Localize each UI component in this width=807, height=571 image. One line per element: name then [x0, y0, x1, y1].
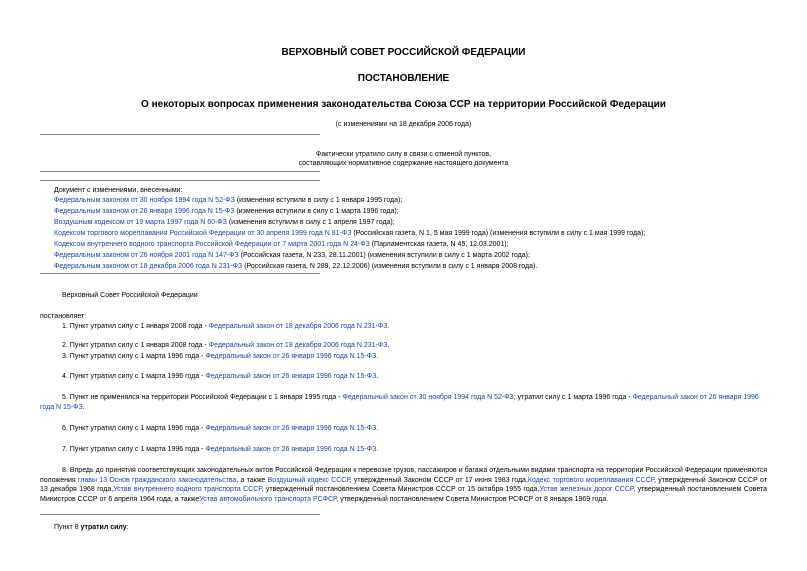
paragraph-1: 1. Пункт утратил силу с 1 января 2008 года - Федеральный закон от 18 декабря 2006 года N 231-ФЗ.: [62, 323, 390, 330]
change-item: Кодексом внутреннего водного транспорта Российской Федерации от 7 марта 2001 года N 24-ФЗ (Парламентская газета, N 45, 12.03.2001);: [54, 241, 509, 248]
code-link[interactable]: Устав автомобильного транспорта РСФСР: [199, 495, 337, 503]
change-link[interactable]: Кодексом торгового мореплавания Российской Федерации от 30 апреля 1999 года N 81-ФЗ: [54, 230, 352, 237]
decrees-label: постановляет:: [40, 313, 87, 320]
code-link[interactable]: Устав внутреннего водного транспорта СССР: [113, 486, 262, 493]
change-link[interactable]: Федеральным законом от 26 января 1996 года N 15-ФЗ: [54, 208, 235, 215]
divider: [40, 134, 320, 135]
paragraph-2: 2. Пункт утратил силу с 1 января 2008 года - Федеральный закон от 18 декабря 2006 года N 231-ФЗ.: [62, 342, 390, 349]
change-item: Федеральным законом от 30 ноября 1994 года N 52-ФЗ (изменения вступили в силу с 1 января 1995 года);: [54, 197, 403, 204]
law-link[interactable]: Федеральный закон от 30 ноября 1994 года N 52-ФЗ: [342, 394, 514, 401]
status-line-2: составляющих нормативное содержание настоящего документа: [298, 160, 509, 167]
code-link[interactable]: главы 13 Основ гражданского законодательства: [77, 476, 237, 484]
doc-type-heading: ПОСТАНОВЛЕНИЕ: [357, 73, 450, 84]
code-link[interactable]: Устав железных дорог СССР: [539, 486, 634, 493]
divider: [40, 171, 320, 172]
changes-intro: Документ с изменениями, внесенными:: [54, 187, 183, 194]
change-link[interactable]: Федеральным законом от 18 декабря 2006 года N 231-ФЗ: [54, 263, 243, 270]
law-link[interactable]: Федеральный закон от 26 января 1996 года N 15-ФЗ: [205, 425, 377, 432]
status-line-1: Фактически утратило силу в связи с отменой пунктов,: [315, 151, 492, 158]
paragraph-5: 5. Пункт не применялся на территории Российской Федерации с 1 января 1995 года - Федеральный закон от 30 ноября 1994 года N 52-ФЗ; утратил силу с 1 марта 1996 года - Федеральный закон от 26 января 1996 года N 15-ФЗ.: [40, 394, 759, 411]
council-name: Верховный Совет Российской Федерации: [62, 292, 198, 299]
amendment-note: (с изменениями на 18 декабря 2006 года): [335, 121, 472, 128]
law-link[interactable]: Федеральный закон от 26 января 1996 года N 15-ФЗ: [205, 373, 377, 380]
divider: [40, 514, 320, 515]
law-link[interactable]: Федеральный закон от 18 декабря 2006 года N 231-ФЗ: [208, 323, 388, 330]
change-item: Кодексом торгового мореплавания Российской Федерации от 30 апреля 1999 года N 81-ФЗ (Российская газета, N 1, 5 мая 1999 года) (изменения вступили в силу с 1 мая 1999 года);: [54, 230, 646, 237]
change-link[interactable]: Воздушным кодексом от 19 марта 1997 года N 60-ФЗ: [54, 219, 227, 226]
code-link[interactable]: Воздушный кодекс СССР: [267, 476, 350, 484]
change-item: Воздушным кодексом от 19 марта 1997 года N 60-ФЗ (изменения вступили в силу с 1 апреля 1997 года);: [54, 219, 395, 226]
divider: [40, 180, 320, 181]
org-heading: ВЕРХОВНЫЙ СОВЕТ РОССИЙСКОЙ ФЕДЕРАЦИИ: [281, 47, 526, 58]
law-link[interactable]: Федеральный закон от 26 января 1996 года N 15-ФЗ: [40, 394, 759, 411]
document-title: О некоторых вопросах применения законодательства Союза ССР на территории Российской Федерации: [141, 99, 666, 110]
law-link[interactable]: Федеральный закон от 18 декабря 2006 года N 231-ФЗ: [208, 342, 388, 349]
paragraph-8: 8. Впредь до принятия соответствующих законодательных актов Российской Федерации к перевозке грузов, пассажиров и багажа отдельными видами транспорта на территории Российской Федерации применяются положения главы 13 Основ гражданского законодательства, а также Воздушный кодекс СССР, утвержденный Законом СССР от 17 июня 1983 года,Кодекс торгового мореплавания СССР, утвержденный Законом СССР от 13 декабря 1968 года,Устав внутреннего водного транспорта СССР, утвержденный постановлением Совета Министров СССР от 15 октября 1955 года,Устав железных дорог СССР, утвержденный постановлением Совета Министров СССР от 6 апреля 1964 года, а такжеУстав автомобильного транспорта РСФСР, утвержденный постановлением Совета Министров РСФСР от 8 января 1969 года.: [40, 467, 767, 503]
change-item: Федеральным законом от 26 января 1996 года N 15-ФЗ (изменения вступили в силу с 1 марта 1996 года);: [54, 208, 399, 215]
paragraph-4: 4. Пункт утратил силу с 1 марта 1996 года - Федеральный закон от 26 января 1996 года N 15-ФЗ.: [62, 373, 379, 380]
change-link[interactable]: Федеральным законом от 26 ноября 2001 года N 147-ФЗ: [54, 252, 239, 259]
code-link[interactable]: Кодекс торгового мореплавания СССР: [527, 476, 655, 484]
law-link[interactable]: Федеральный закон от 26 января 1996 года N 15-ФЗ: [205, 446, 377, 453]
paragraph-6: 6. Пункт утратил силу с 1 марта 1996 года - Федеральный закон от 26 января 1996 года N 15-ФЗ.: [62, 425, 379, 432]
change-link[interactable]: Федеральным законом от 30 ноября 1994 года N 52-ФЗ: [54, 197, 235, 204]
paragraph-7: 7. Пункт утратил силу с 1 марта 1996 года - Федеральный закон от 26 января 1996 года N 15-ФЗ.: [62, 446, 379, 453]
divider: [40, 273, 320, 274]
paragraph-3: 3. Пункт утратил силу с 1 марта 1996 года - Федеральный закон от 26 января 1996 года N 15-ФЗ.: [62, 353, 379, 360]
change-item: Федеральным законом от 18 декабря 2006 года N 231-ФЗ (Российская газета, N 289, 22.12.2006) (изменения вступили в силу с 1 января 2008 года).: [54, 263, 538, 270]
change-item: Федеральным законом от 26 ноября 2001 года N 147-ФЗ (Российская газета, N 233, 28.11.2001) (изменения вступили в силу с 1 марта 2002 года);: [54, 252, 530, 259]
paragraph-8-note: Пункт 8 утратил силу:: [54, 524, 129, 531]
change-link[interactable]: Кодексом внутреннего водного транспорта Российской Федерации от 7 марта 2001 года N 24-ФЗ: [54, 241, 370, 248]
law-link[interactable]: Федеральный закон от 26 января 1996 года N 15-ФЗ: [205, 353, 377, 360]
